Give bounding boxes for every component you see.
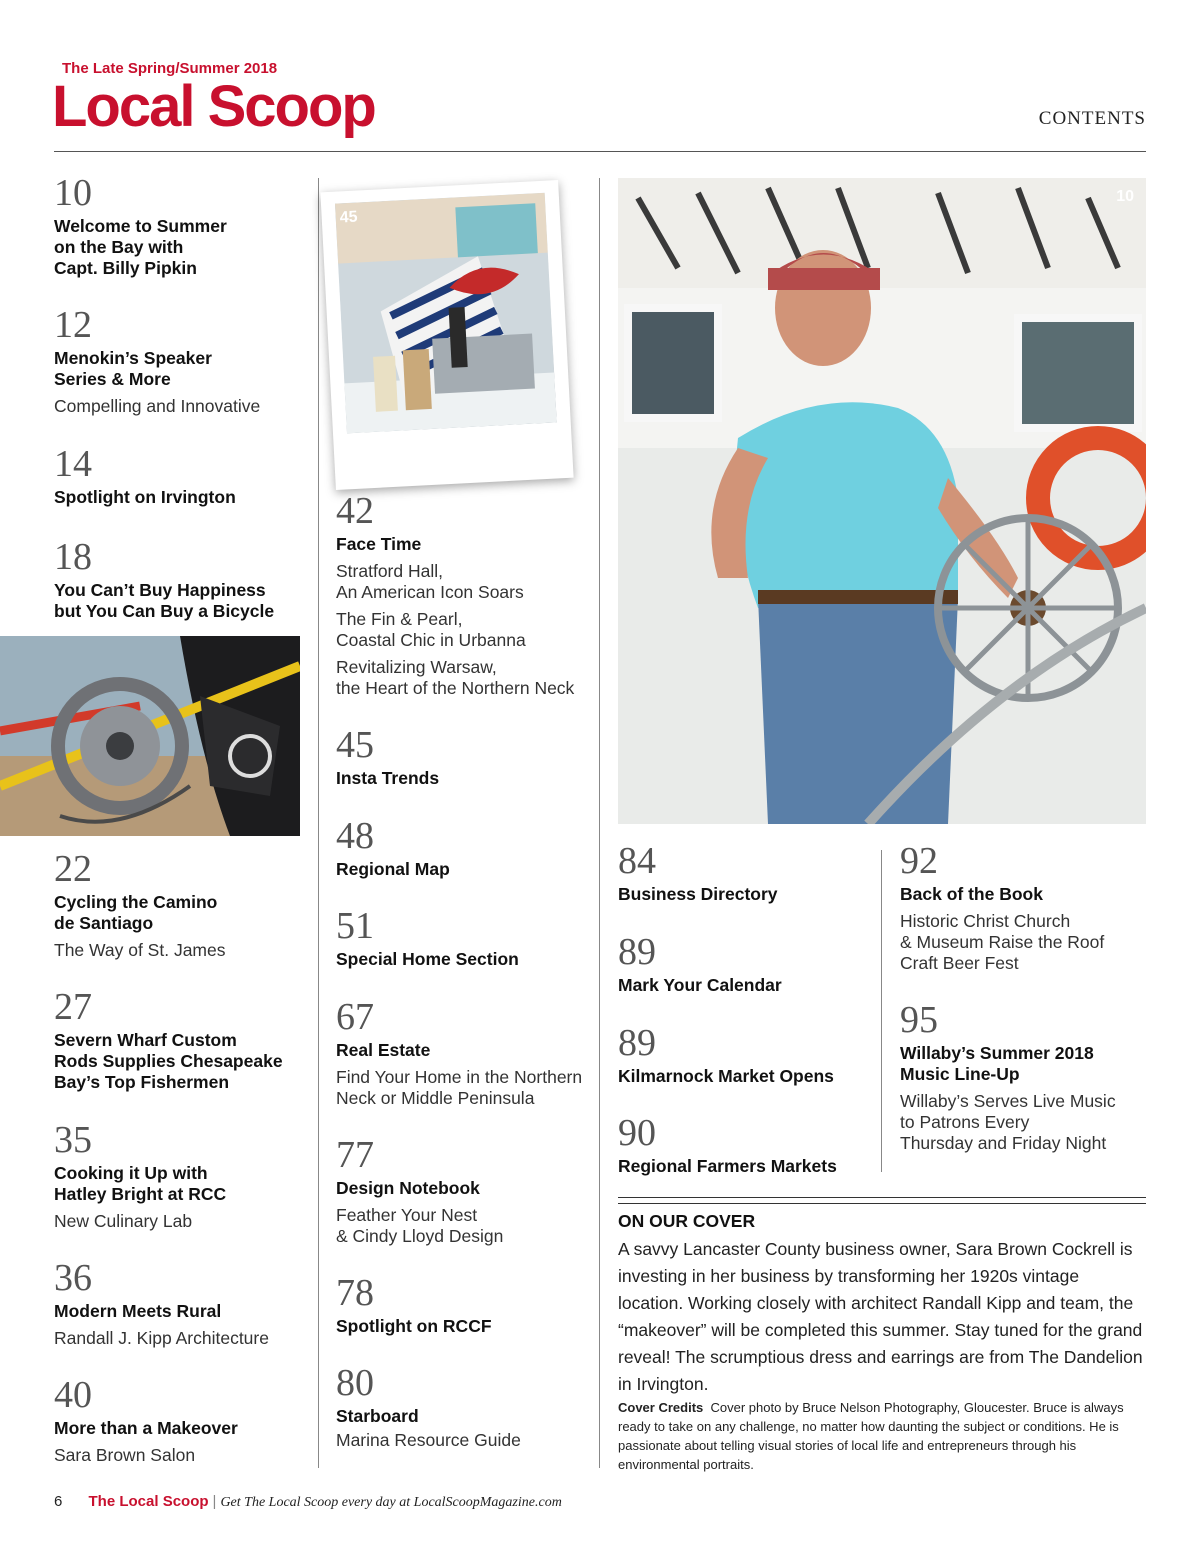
toc-entry[interactable]: [336, 998, 582, 1109]
page-number: 10: [54, 172, 92, 214]
entry-title: More than a Makeover: [54, 1418, 238, 1438]
page-number: 22: [54, 848, 92, 890]
entry-subtitle: Coastal Chic in Urbanna: [336, 630, 526, 650]
page-number: 95: [900, 999, 938, 1041]
entry-title: Rods Supplies Chesapeake: [54, 1051, 283, 1071]
entry-title: Welcome to Summer: [54, 216, 227, 236]
credits-label: Cover Credits: [618, 1400, 704, 1415]
toc-entry[interactable]: [54, 1376, 238, 1466]
page-number: 35: [54, 1119, 92, 1161]
entry-subtitle: the Heart of the Northern Neck: [336, 678, 575, 698]
entry-subtitle: Feather Your Nest: [336, 1205, 478, 1225]
entry-subtitle: Craft Beer Fest: [900, 953, 1019, 973]
toc-entry[interactable]: [336, 726, 439, 789]
entry-subtitle: The Fin & Pearl,: [336, 609, 463, 629]
entry-title: Regional Map: [336, 859, 450, 879]
page-number: 18: [54, 536, 92, 578]
entry-title: Hatley Bright at RCC: [54, 1184, 227, 1204]
entry-title: Menokin’s Speaker: [54, 348, 212, 368]
captain-portrait-illustration: [618, 178, 1146, 824]
toc-entry[interactable]: [900, 1001, 1116, 1154]
entry-title: Cooking it Up with: [54, 1163, 208, 1183]
entry-title: Spotlight on Irvington: [54, 487, 236, 507]
entry-title: Bay’s Top Fishermen: [54, 1072, 230, 1092]
entry-title: Modern Meets Rural: [54, 1301, 222, 1321]
toc-entry[interactable]: [54, 445, 236, 508]
entry-title: Kilmarnock Market Opens: [618, 1066, 834, 1086]
entry-title: Spotlight on RCCF: [336, 1316, 492, 1336]
entry-subtitle: & Cindy Lloyd Design: [336, 1226, 504, 1246]
page-number: 67: [336, 996, 374, 1038]
entry-subtitle: Sara Brown Salon: [54, 1445, 196, 1465]
entry-subtitle: Willaby’s Serves Live Music: [900, 1091, 1116, 1111]
page-number: 48: [336, 815, 374, 857]
entry-title: Cycling the Camino: [54, 892, 218, 912]
entry-title: Series & More: [54, 369, 171, 389]
page-number: 77: [336, 1134, 374, 1176]
toc-entry[interactable]: [618, 1024, 834, 1087]
bicycle-illustration: [0, 636, 300, 836]
gift-basket-photo: [335, 193, 557, 434]
toc-entry[interactable]: [54, 1259, 269, 1349]
entry-title: Music Line-Up: [900, 1064, 1020, 1084]
entry-subtitle: to Patrons Every: [900, 1112, 1030, 1132]
photo-page-number: 10: [1116, 188, 1134, 205]
toc-entry[interactable]: [336, 1274, 492, 1337]
toc-entry[interactable]: [54, 174, 227, 279]
cover-photo: [618, 178, 1146, 824]
footer-separator: |: [212, 1493, 217, 1510]
toc-entry[interactable]: [54, 988, 283, 1093]
footer-brand: The Local Scoop: [88, 1493, 209, 1510]
page-number: 84: [618, 840, 656, 882]
toc-entry[interactable]: [336, 907, 519, 970]
toc-entry[interactable]: [900, 842, 1104, 974]
entry-title: but You Can Buy a Bicycle: [54, 601, 275, 621]
entry-title: Design Notebook: [336, 1178, 480, 1198]
entry-subtitle: Find Your Home in the Northern: [336, 1067, 583, 1087]
toc-entry[interactable]: [54, 850, 226, 961]
entry-title: Willaby’s Summer 2018: [900, 1043, 1094, 1063]
cover-heading: ON OUR COVER: [618, 1211, 756, 1231]
photo-page-number: 45: [339, 208, 358, 227]
entry-title: Mark Your Calendar: [618, 975, 782, 995]
toc-entry[interactable]: [618, 933, 782, 996]
issue-date: The Late Spring/Summer 2018: [62, 60, 278, 77]
toc-entry[interactable]: [336, 1364, 521, 1451]
entry-subtitle: Randall J. Kipp Architecture: [54, 1328, 269, 1348]
entry-title: Special Home Section: [336, 949, 519, 969]
entry-subtitle: New Culinary Lab: [54, 1211, 193, 1231]
column-divider: [599, 178, 600, 1468]
credits-text: Cover photo by Bruce Nelson Photography, Gloucester. Bruce is always ready to take on any challenge, no matter how daunting the subject or conditions. He is passionate about telling visual stories of local life and entrepreneurs through his environmental portraits.: [618, 1400, 1124, 1472]
entry-subtitle: Compelling and Innovative: [54, 396, 261, 416]
cover-section-rule: [618, 1197, 1146, 1204]
page-number: 92: [900, 840, 938, 882]
column-divider: [881, 850, 882, 1172]
toc-entry[interactable]: [336, 492, 574, 699]
magazine-logo: Local Scoop: [52, 74, 375, 139]
page-number: 51: [336, 905, 374, 947]
toc-entry[interactable]: [54, 1121, 226, 1232]
entry-title: Regional Farmers Markets: [618, 1156, 837, 1176]
footer-tagline[interactable]: Get The Local Scoop every day at LocalScoopMagazine.com: [220, 1495, 562, 1510]
entry-subtitle: Historic Christ Church: [900, 911, 1071, 931]
toc-entry[interactable]: [336, 817, 450, 880]
entry-subtitle: Thursday and Friday Night: [900, 1133, 1107, 1153]
header-rule: [54, 151, 1146, 152]
page-number: 14: [54, 443, 92, 485]
page-number: 40: [54, 1374, 92, 1416]
entry-subtitle: Marina Resource Guide: [336, 1430, 521, 1450]
toc-entry[interactable]: [54, 306, 260, 417]
entry-title: Capt. Billy Pipkin: [54, 258, 197, 278]
entry-title: You Can’t Buy Happiness: [54, 580, 266, 600]
page-number: 89: [618, 1022, 656, 1064]
gift-basket-illustration: [335, 193, 557, 434]
page-number: 42: [336, 490, 374, 532]
entry-subtitle: & Museum Raise the Roof: [900, 932, 1105, 952]
entry-title: de Santiago: [54, 913, 154, 933]
entry-subtitle: Stratford Hall,: [336, 561, 443, 581]
page-number: 27: [54, 986, 92, 1028]
folio-number: 6: [54, 1493, 63, 1510]
entry-title: Business Directory: [618, 884, 778, 904]
entry-subtitle: The Way of St. James: [54, 940, 226, 960]
toc-entry[interactable]: [336, 1136, 503, 1247]
entry-title: Back of the Book: [900, 884, 1043, 904]
entry-subtitle: Revitalizing Warsaw,: [336, 657, 497, 677]
entry-title: Starboard: [336, 1406, 419, 1426]
entry-title: Face Time: [336, 534, 422, 554]
insta-trends-polaroid: [320, 180, 573, 490]
entry-title: Insta Trends: [336, 768, 440, 788]
toc-entry[interactable]: [54, 538, 274, 622]
cover-credits: [618, 1398, 1146, 1474]
bicycle-photo: [0, 636, 300, 836]
page-number: 90: [618, 1112, 656, 1154]
cover-description: A savvy Lancaster County business owner, Sara Brown Cockrell is investing in her business by transforming her 1920s vintage location. Working closely with architect Randall Kipp and team, the “makeover” will be completed this summer. Stay tuned for the grand reveal! The scrumptious dress and earrings are from The Dandelion in Irvington.: [618, 1239, 1143, 1394]
section-heading: CONTENTS: [1038, 108, 1146, 129]
page-number: 80: [336, 1362, 374, 1404]
page-number: 45: [336, 724, 374, 766]
page-number: 36: [54, 1257, 92, 1299]
entry-title: Severn Wharf Custom: [54, 1030, 237, 1050]
entry-title: Real Estate: [336, 1040, 431, 1060]
entry-subtitle: Neck or Middle Peninsula: [336, 1088, 535, 1108]
toc-entry[interactable]: [618, 1114, 837, 1177]
page-footer: [54, 1493, 562, 1511]
entry-title: on the Bay with: [54, 237, 184, 257]
column-divider: [318, 178, 319, 1468]
page-number: 78: [336, 1272, 374, 1314]
entry-subtitle: An American Icon Soars: [336, 582, 524, 602]
toc-entry[interactable]: [618, 842, 778, 905]
page-number: 89: [618, 931, 656, 973]
page-number: 12: [54, 304, 92, 346]
